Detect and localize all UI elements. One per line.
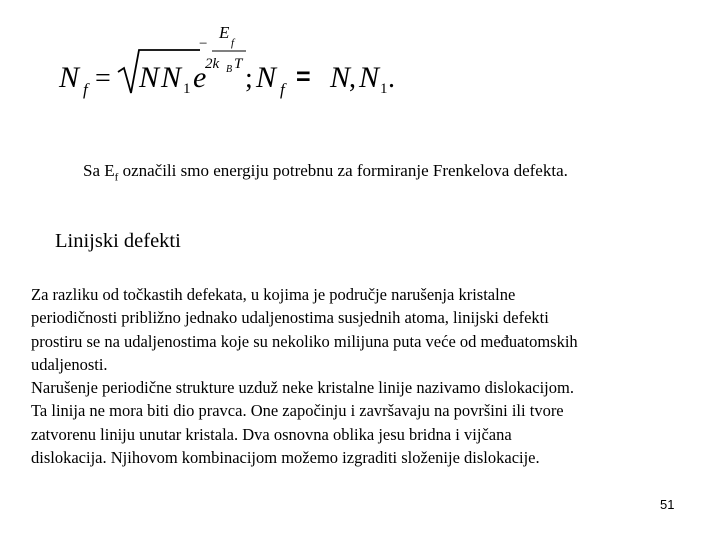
formula-radicand-n1: N — [161, 61, 182, 94]
formula-radicand-n: N — [139, 61, 160, 94]
formula-radicand-n1-sub: 1 — [183, 81, 191, 97]
formula-rhs-sub: f — [280, 80, 285, 99]
energy-note — [83, 161, 568, 183]
energy-note-start: Sa E — [83, 161, 115, 180]
section-heading: Linijski defekti — [55, 230, 181, 252]
page-number: 51 — [660, 497, 675, 512]
formula-lhs-var: N — [59, 61, 80, 94]
energy-note-sub: f — [114, 171, 119, 184]
formula-rhs-var: N — [256, 61, 277, 94]
formula-exp-den-t: T — [234, 56, 243, 72]
body-line: dislokacija. Njihovom kombinacijom možemo izgraditi složenije dislokacije. — [31, 448, 540, 468]
body-line: Ta linija ne mora biti dio pravca. One započinju i završavaju na površini ili tvore — [31, 401, 564, 421]
body-line: zatvorenu liniju unutar kristala. Dva osnovna oblika jesu bridna i vijčana — [31, 424, 512, 444]
energy-note-rest: označili smo energiju potrebnu za formiranje Frenkelova defekta. — [118, 161, 568, 180]
body-line: periodičnosti približno jednako udaljenostima susjednih atoma, linijski defekti — [31, 308, 549, 328]
frenkel-defect-formula — [0, 0, 720, 110]
formula-rhs-equals: = — [296, 63, 311, 91]
body-line: Za razliku od točkastih defekata, u kojima je područje narušenja kristalne — [31, 285, 516, 304]
formula-rhs-n: N — [330, 61, 351, 94]
body-paragraph — [31, 283, 701, 469]
formula-rhs-n1: N — [359, 61, 380, 94]
formula-period: . — [388, 63, 395, 94]
formula-equals: = — [95, 63, 111, 94]
formula-exp-den-sub: B — [226, 64, 233, 75]
body-line: udaljenosti. — [31, 354, 108, 374]
formula-lhs-sub: f — [83, 80, 88, 99]
formula-rhs-n1-sub: 1 — [380, 81, 388, 97]
formula-exp-base: e — [193, 61, 207, 94]
formula-exp-num-sub: f — [231, 37, 235, 49]
formula-semicolon: ; — [245, 63, 253, 94]
body-line: Narušenje periodične strukture uzduž neke kristalne linije nazivamo dislokacijom. — [31, 378, 574, 398]
body-line: prostiru se na udaljenostima koje su nekoliko milijuna puta veće od međuatomskih — [31, 331, 578, 351]
formula-exp-minus: − — [199, 36, 208, 52]
formula-exp-den: 2k — [205, 56, 220, 72]
formula-exp-num-e: E — [219, 23, 230, 42]
formula-comma: , — [349, 63, 356, 94]
